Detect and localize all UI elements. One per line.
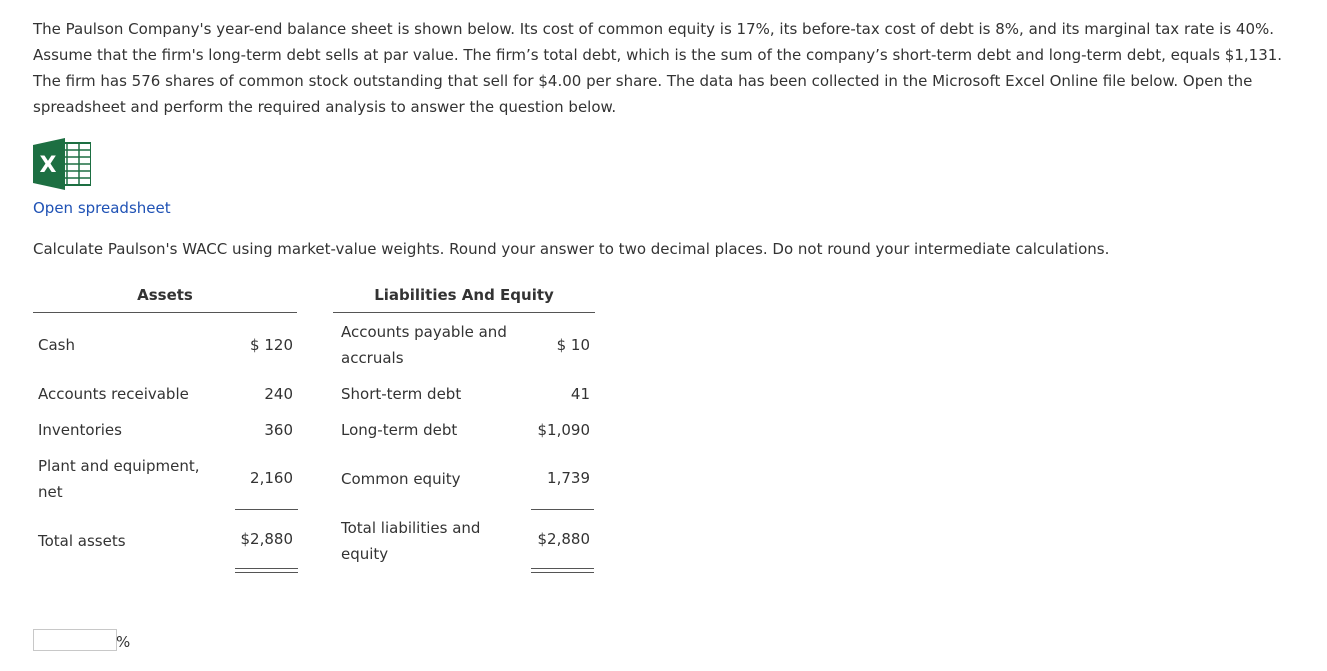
asset-value-receivables: 240 [264, 385, 293, 403]
asset-label-receivables: Accounts receivable [38, 385, 189, 403]
total-liabilities-value: $2,880 [537, 530, 590, 548]
asset-value-cash: $ 120 [250, 336, 293, 354]
liabilities-header: Liabilities And Equity [374, 286, 554, 304]
asset-label-plant: Plant and equipment, net [38, 457, 200, 501]
liab-label-common-equity: Common equity [341, 470, 461, 488]
total-assets-label: Total assets [38, 532, 126, 550]
excel-icon[interactable] [33, 138, 91, 190]
liab-label-short-term-debt: Short-term debt [341, 385, 462, 403]
question-text: Calculate Paulson's WACC using market-value weights. Round your answer to two decimal places. Do not round your intermediate calculations. [33, 240, 1110, 258]
asset-value-inventories: 360 [264, 421, 293, 439]
liab-label-long-term-debt: Long-term debt [341, 421, 458, 439]
liabilities-header-rule [333, 312, 595, 313]
asset-label-cash: Cash [38, 336, 75, 354]
asset-subtotal-rule [235, 509, 298, 510]
asset-total-double-rule [235, 568, 298, 573]
wacc-answer-input[interactable] [33, 629, 117, 651]
liab-subtotal-rule [531, 509, 594, 510]
liab-label-accounts-payable: Accounts payable and accruals [341, 323, 507, 367]
liab-total-double-rule [531, 568, 594, 573]
total-liabilities-label: Total liabilities and equity [341, 519, 481, 563]
asset-value-plant: 2,160 [250, 469, 293, 487]
liab-value-short-term-debt: 41 [570, 385, 590, 403]
liab-value-common-equity: 1,739 [547, 469, 590, 487]
asset-label-inventories: Inventories [38, 421, 122, 439]
open-spreadsheet-link[interactable]: Open spreadsheet [33, 199, 171, 217]
problem-intro: The Paulson Company's year-end balance sheet is shown below. Its cost of common equity is 17%, its before-tax cost of debt is 8%, and its marginal tax rate is 40%. Assume that the firm's long-term debt sells at par value. The firm’s total debt, which is the sum of the company’s short-term debt and long-term debt, equals $1,131. The firm has 576 shares of common stock outstanding that sell for $4.00 per share. The data has been collected in the Microsoft Excel Online file below. Open the spreadsheet and perform the required analysis to answer the question below. [33, 20, 1283, 116]
total-assets-value: $2,880 [240, 530, 293, 548]
assets-header-rule [33, 312, 297, 313]
excel-icon-letter: X [39, 153, 57, 178]
percent-unit: % [116, 633, 131, 651]
liab-value-long-term-debt: $1,090 [537, 421, 590, 439]
liab-value-accounts-payable: $ 10 [556, 336, 590, 354]
assets-header: Assets [137, 286, 193, 304]
balance-sheet-table [33, 283, 595, 583]
